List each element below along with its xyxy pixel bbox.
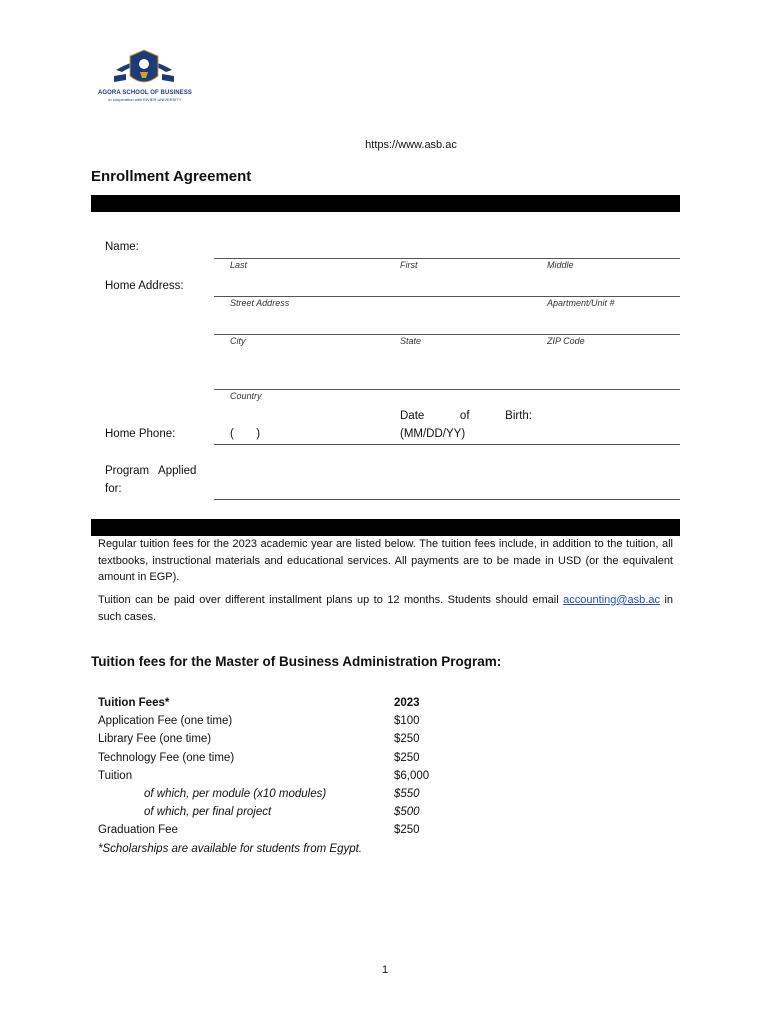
fee-value: $250 bbox=[394, 751, 420, 764]
installment-paragraph: Tuition can be paid over different installment plans up to 12 months. Students should email accounting@asb.ac in such cases. bbox=[98, 594, 674, 623]
page-number: 1 bbox=[381, 964, 389, 976]
fee-table bbox=[98, 697, 438, 855]
fee-name: Graduation Fee bbox=[98, 824, 178, 837]
fee-subrow bbox=[98, 788, 438, 806]
street-hint: Street Address bbox=[230, 298, 290, 308]
home-phone-label: Home Phone: bbox=[105, 428, 176, 440]
fee-name: Tuition bbox=[98, 769, 133, 782]
fee-table-header bbox=[98, 697, 438, 715]
fee-row bbox=[98, 715, 438, 733]
fee-header-year: 2023 bbox=[394, 697, 420, 709]
fee-name: Application Fee (one time) bbox=[98, 715, 233, 728]
fee-row bbox=[98, 752, 438, 770]
scholarship-note: *Scholarships are available for students from Egypt. bbox=[98, 842, 362, 855]
page-title: Enrollment Agreement bbox=[91, 168, 252, 185]
name-label: Name: bbox=[105, 241, 139, 253]
website-url[interactable]: https://www.asb.ac bbox=[365, 139, 457, 151]
fee-value: $100 bbox=[394, 715, 420, 728]
zip-hint: ZIP Code bbox=[547, 336, 585, 346]
program-line[interactable] bbox=[214, 499, 680, 500]
city-hint: City bbox=[230, 336, 246, 346]
fee-header-name: Tuition Fees* bbox=[98, 697, 170, 709]
country-line[interactable] bbox=[214, 389, 680, 390]
logo-name: AGORA SCHOOL OF BUSINESS bbox=[97, 90, 193, 96]
fee-value: $250 bbox=[394, 824, 420, 837]
fee-value: $250 bbox=[394, 733, 420, 746]
accounting-email-link[interactable]: accounting@asb.ac bbox=[563, 594, 660, 606]
fee-value: $6,000 bbox=[394, 769, 430, 782]
first-name-hint: First bbox=[400, 260, 418, 270]
section-divider-bar bbox=[91, 195, 680, 212]
logo-tagline: in cooperation with RIVIER UNIVERSITY bbox=[108, 97, 182, 102]
fee-row bbox=[98, 824, 438, 842]
apartment-hint: Apartment/Unit # bbox=[547, 298, 615, 308]
fee-row bbox=[98, 770, 438, 788]
home-address-label: Home Address: bbox=[105, 280, 184, 292]
middle-name-hint: Middle bbox=[547, 260, 574, 270]
fee-name: of which, per module (x10 modules) bbox=[144, 787, 327, 800]
tuition-paragraph: Regular tuition fees for the 2023 academic year are listed below. The tuition fees include, in addition to the tuition, all textbooks, instructional materials and educational services. All payments are to be made in USD (or the equivalent amount in EGP). bbox=[98, 538, 673, 583]
city-line[interactable] bbox=[214, 334, 680, 335]
phone-area-code: ( ) bbox=[230, 428, 261, 440]
fee-name: Technology Fee (one time) bbox=[98, 751, 235, 764]
dob-format: (MM/DD/YY) bbox=[400, 428, 466, 440]
fee-value: $500 bbox=[394, 806, 420, 819]
last-name-hint: Last bbox=[230, 260, 248, 270]
street-line[interactable] bbox=[214, 296, 680, 297]
dob-label: Date of Birth: bbox=[400, 410, 532, 422]
fee-subrow bbox=[98, 806, 438, 824]
name-line[interactable] bbox=[214, 258, 680, 259]
fee-name: Library Fee (one time) bbox=[98, 733, 212, 746]
fee-row bbox=[98, 733, 438, 751]
fee-value: $550 bbox=[394, 787, 420, 800]
country-hint: Country bbox=[230, 391, 262, 401]
section-divider-bar bbox=[91, 519, 680, 536]
phone-line[interactable] bbox=[214, 444, 680, 445]
program-label-for: for: bbox=[105, 483, 122, 495]
fee-name: of which, per final project bbox=[144, 806, 272, 819]
tuition-heading: Tuition fees for the Master of Business Administration Program: bbox=[91, 654, 502, 669]
program-label: Program Applied bbox=[105, 465, 197, 477]
state-hint: State bbox=[400, 336, 422, 346]
